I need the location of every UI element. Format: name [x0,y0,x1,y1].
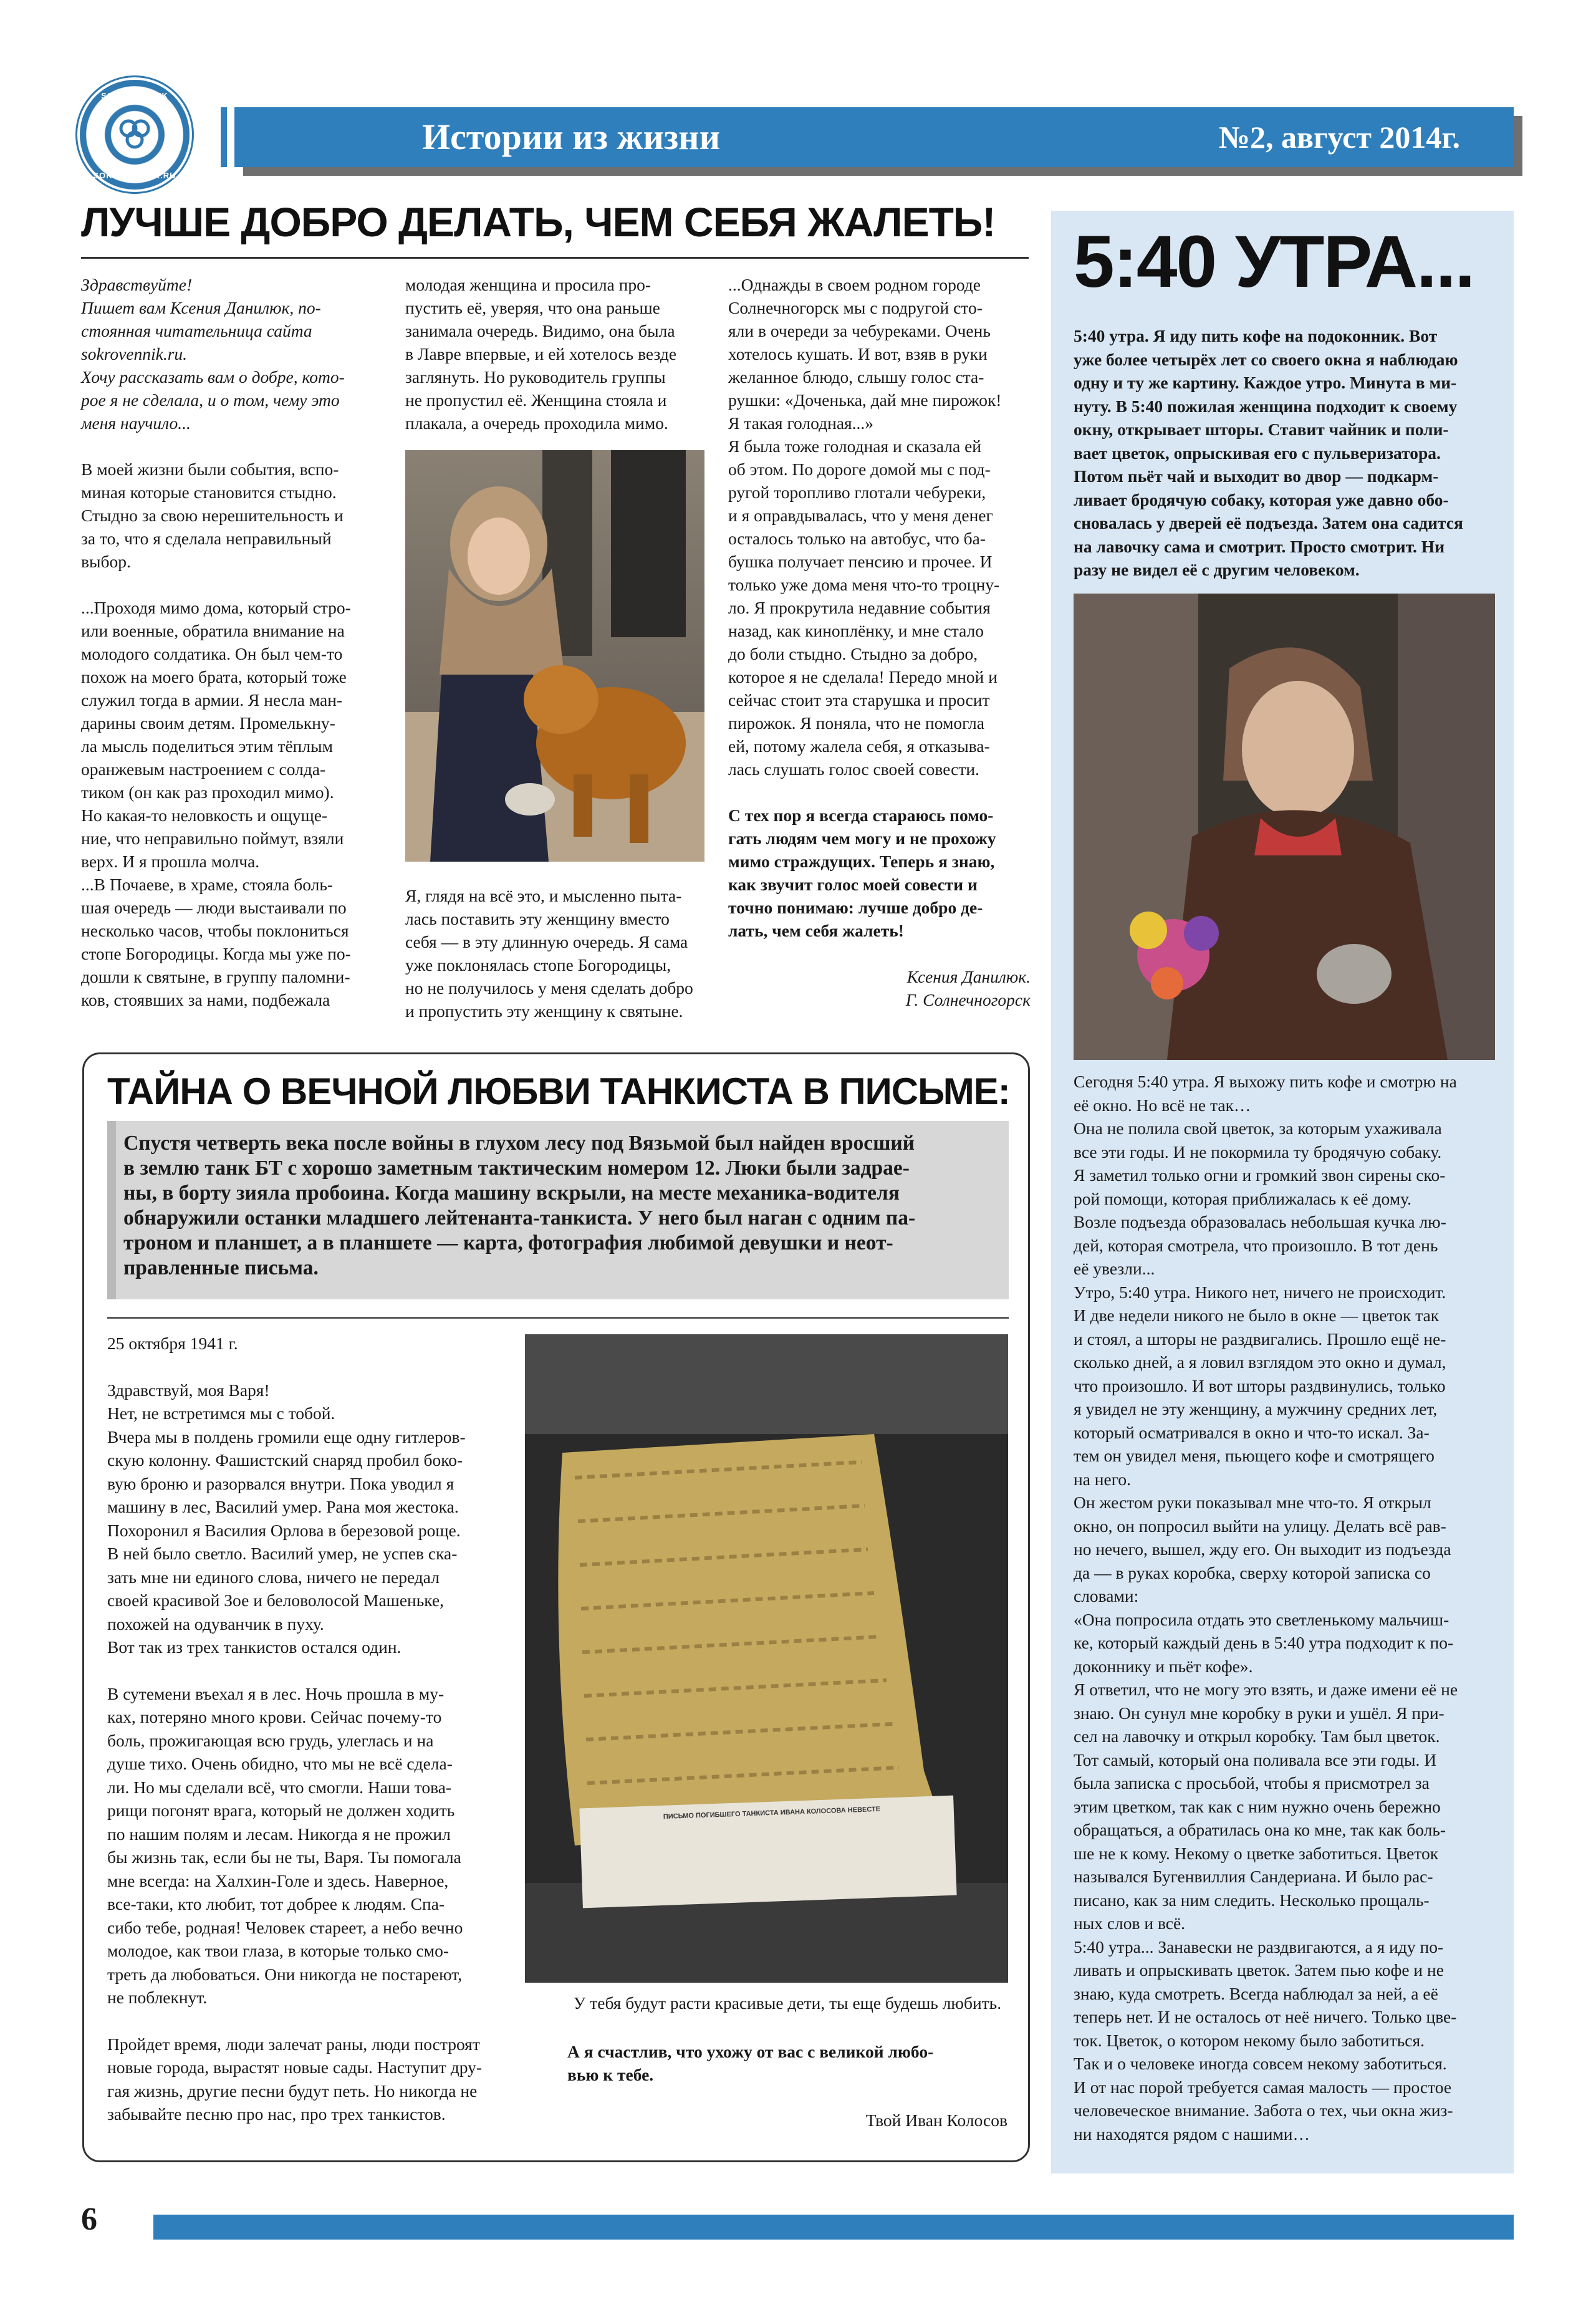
article1-paragraph [405,273,708,435]
text-line: ли. Но мы сделали всё, что смогли. Наши това- [107,1777,452,1797]
letter-signature: Твой Иван Колосов [865,2111,1007,2130]
text-line: ны, в борту зияла пробоина. Когда машину вскрыли, на месте механика-водителя [123,1182,900,1205]
text-line: меня научило... [81,413,191,433]
text-line: 5:40 утра... Занавески не раздвигаются, а я иду по- [1074,1937,1444,1957]
logo-text-top: SOKROVENNIK [101,91,168,100]
text-line: Сегодня 5:40 утра. Я выхожу пить кофе и смотрю на [1074,1072,1457,1091]
article1-column-3 [728,273,1031,1011]
article1-paragraph [81,458,383,573]
text-line: по нашим полям и лесам. Никогда я не прожил [107,1824,451,1844]
logo-text-bottom: SOKROVENNIK.RU [93,171,176,180]
text-line: Ксения Данилюк. [906,967,1031,986]
text-line: только уже дома меня что-то троцну- [728,575,1000,594]
text-line: Но какая-то неловкость и ощуще- [81,806,328,825]
text-line: Похоронил я Василия Орлова в березовой роще. [107,1520,461,1540]
text-line: обращаться, а обратилась она ко мне, так как боль- [1074,1820,1446,1839]
text-line: и я оправдывалась, что у меня денег [728,506,993,525]
text-line: тем он увидел меня, пьющего кофе и смотрящего [1074,1446,1435,1465]
photo-caption: У тебя будут расти красивые дети, ты еще будешь любить. [573,1993,1002,2013]
text-line: одну и ту же картину. Каждое утро. Минута в ми- [1074,373,1457,392]
text-line: стоянная читательница сайта [81,321,312,340]
sidebar-intro [1074,324,1493,582]
article2-rule [107,1317,1009,1319]
text-line: не пропустил её. Женщина стояла и [405,390,667,410]
text-line: все-таки, кто любит, тот добрее к людям. Спа- [107,1894,445,1913]
text-line: знаю, куда смотреть. Всегда наблюдал за ней, а её [1074,1983,1438,2003]
text-line: скую колонну. Фашистский снаряд пробил боко- [107,1450,463,1470]
text-line: в Лавре впервые, и ей хотелось везде [405,344,677,363]
article1-column-2-continued [405,884,708,1023]
text-line: за то, что я сделала неправильный [81,529,332,548]
text-line: ше не к кому. Некому о цветке заботиться. Цветок [1074,1843,1439,1863]
text-line: осталось только на автобус, что ба- [728,529,986,548]
text-line: яли в очереди за чебуреками. Очень [728,321,991,340]
text-line: стопе Богородицы. Когда мы уже по- [81,944,351,963]
text-line: мне всегда: на Халхин-Голе и здесь. Наверное, [107,1870,449,1890]
text-line: что произошло. И вот шторы раздвинулись, только [1074,1375,1446,1395]
text-line: окну, открывает шторы. Ставит чайник и поли- [1074,420,1449,439]
text-line: дошли к святыне, в группу паломни- [81,967,350,986]
text-line: ных слов и всё. [1074,1913,1186,1933]
text-line: А я счастлив, что ухожу от вас с великой любо- [567,2042,934,2061]
text-line: которое я не сделала! Передо мной и [728,667,998,686]
text-line: как звучит голос моей совести и [728,875,978,894]
text-line: ...В Почаеве, в храме, стояла боль- [81,875,334,894]
letter-plate-text: ПИСЬМО ПОГИБШЕГО ТАНКИСТА ИВАНА КОЛОСОВА НЕВЕСТЕ [663,1805,881,1821]
text-line: рое я не сделала, и о том, чему это [81,390,340,410]
text-line: сибо тебе, родная! Человек стареет, а небо вечно [107,1917,463,1937]
article1-conclusion [728,804,1031,942]
text-line: мимо страждущих. Теперь я знаю, [728,852,995,871]
text-line: на него. [1074,1469,1131,1489]
sidebar-title: 5:40 УТРА... [1074,221,1474,303]
text-line: Я ответил, что не могу это взять, и даже имени её не [1074,1680,1458,1699]
text-line: Нет, не встретимся мы с тобой. [107,1403,335,1423]
text-line: Я, глядя на всё это, и мысленно пыта- [405,886,682,905]
text-line: сел на лавочку и открыл коробку. Там был цветок. [1074,1726,1440,1746]
article1-title: ЛУЧШЕ ДОБРО ДЕЛАТЬ, ЧЕМ СЕБЯ ЖАЛЕТЬ! [81,199,996,245]
text-line: Тот самый, который она поливала все эти годы. И [1074,1750,1437,1769]
text-line: дей, которая смотрела, что произошло. В тот день [1074,1235,1438,1255]
letter-closing [567,2040,1007,2086]
text-line: знаю. Он сунул мне коробку в руки и ушёл. Я при- [1074,1703,1445,1723]
text-line: пирожок. Я поняла, что не помогла [728,713,984,733]
header-bar [234,107,1514,167]
text-line: душе тихо. Очень обидно, что мы не всё сдела- [107,1754,453,1773]
text-line: ков, стоявших за нами, подбежала [81,990,330,1009]
text-line: своей красивой Зое и беловолосой Машеньке, [107,1591,445,1610]
text-line: заглянуть. Но руководитель группы [405,367,666,387]
text-line: шая очередь — люди выстаивали по [81,898,347,917]
text-line: ла мысль поделиться этим тёплым [81,736,333,756]
text-line: забывайте песню про нас, про трех танкистов. [107,2104,446,2124]
text-line: похожей на одуванчик в пуху. [107,1614,324,1634]
text-line: была записка с просьбой, чтобы я присмотрел за [1074,1773,1430,1793]
page-number: 6 [81,2202,97,2237]
text-line: хотелось кушать. И вот, взяв в руки [728,344,988,363]
text-line: троном и планшет, а в планшете — карта, фотография любимой девушки и неот- [123,1231,893,1254]
text-line: Пишет вам Ксения Данилюк, по- [81,298,321,317]
text-line: Вчера мы в полдень громили еще одну гитлеров- [107,1427,466,1446]
text-line: гать людям чем могу и не прохожу [728,829,996,848]
text-line: вает цветок, опрыскивая его с пульверизатора. [1074,443,1441,463]
text-line: несколько часов, чтобы поклониться [81,921,349,940]
letter-date: 25 октября 1941 г. [107,1334,238,1353]
article2-title: ТАЙНА О ВЕЧНОЙ ЛЮБВИ ТАНКИСТА В ПИСЬМЕ: [107,1071,1010,1112]
text-line: или военные, обратила внимание на [81,621,345,640]
letter-paragraph [107,2033,506,2126]
text-line: её окно. Но всё не так… [1074,1095,1251,1115]
text-line: об этом. По дороге домой мы с под- [728,460,991,479]
text-line: доконнику и пьёт кофе». [1074,1656,1253,1676]
text-line: ей, потому жалела себя, я отказыва- [728,736,990,756]
text-line: Она не полила свой цветок, за которым ухаживала [1074,1119,1442,1138]
article1-signature [728,965,1031,1011]
text-line: Здравствуйте! [81,275,193,294]
text-line: но не получилось у меня сделать добро [405,978,693,998]
text-line: Здравствуй, моя Варя! [107,1380,270,1400]
article1-paragraph [728,273,1031,781]
text-line: в землю танк БТ с хорошо заметным тактическим номером 12. Люки были задрае- [123,1157,910,1180]
text-line: Потом пьёт чай и выходит во двор — подкарм- [1074,466,1439,486]
text-line: Вот так из трех танкистов остался один. [107,1637,401,1657]
text-line: её увезли... [1074,1259,1155,1278]
text-line: ке, который каждый день в 5:40 утра подходит к по- [1074,1633,1454,1652]
text-line: ливает бродячую собаку, которая уже давно обо- [1074,489,1449,509]
article1-paragraph [405,884,708,1023]
article1-intro [81,273,383,435]
article1-column-2 [405,273,708,435]
text-line: Я была тоже голодная и сказала ей [728,436,982,456]
text-line: Солнечногорск мы с подругой сто- [728,298,983,317]
text-line: сколько дней, а я ловил взглядом это окно и думал, [1074,1352,1446,1372]
text-line: окно, он попросил выйти на улицу. Делать всё рав- [1074,1516,1446,1536]
text-line: дарины своим детям. Промелькну- [81,713,335,733]
text-line: но нечего, вышел, жду его. Он выходит из подъезда [1074,1539,1451,1559]
letter-paragraph [107,1379,506,1659]
text-line: этим цветком, так как с ним нужно очень бережно [1074,1796,1441,1816]
text-line: лась поставить эту женщину вместо [405,909,670,928]
text-line: словами: [1074,1586,1139,1605]
text-line: человеческое внимание. Забота о тех, чьи окна жиз- [1074,2101,1453,2120]
text-line: И от нас порой требуется самая малость — простое [1074,2077,1452,2097]
text-line: нуту. В 5:40 пожилая женщина подходит к своему [1074,396,1458,416]
text-line: И две недели никого не было в окне — цветок так [1074,1306,1440,1325]
photo-girl-with-dog [405,450,704,862]
letter-paragraph [107,1682,506,2010]
text-line: Возле подъезда образовалась небольшая кучка лю- [1074,1212,1446,1231]
text-line: Стыдно за свою нерешительность и [81,506,344,525]
article2-letter-text [107,1332,506,2126]
photo-old-woman-with-flowers [1074,594,1495,1060]
text-line: назывался Бугенвиллия Сандериана. И было рас- [1074,1867,1433,1886]
text-line: уже более четырёх лет со своего окна я наблюдаю [1074,349,1458,369]
text-line: молодая женщина и просила про- [405,275,651,294]
text-line: ...Проходя мимо дома, который стро- [81,598,351,617]
text-line: ругой торопливо глотали чебуреки, [728,483,986,502]
sidebar-story [1074,1070,1495,2145]
text-line: зать мне ни единого слова, ничего не передал [107,1567,440,1587]
text-line: ни находятся рядом с нашими… [1074,2124,1310,2144]
text-line: ках, потеряно много крови. Сейчас почему-то [107,1707,442,1726]
text-line: который осматривался в окно и что-то искал. За- [1074,1422,1430,1442]
text-line: бушка получает пенсию и прочее. И [728,552,993,571]
text-line: Спустя четверть века после войны в глухом лесу под Вязьмой был найден вросший [123,1132,915,1155]
text-line: и стоял, а шторы не раздвигались. Прошло ещё не- [1074,1329,1446,1349]
text-line: В ней было светло. Василий умер, не успев ска- [107,1544,458,1563]
text-line: Г. Солнечногорск [905,990,1031,1009]
text-line: Пройдет время, люди залечат раны, люди построят [107,2034,480,2054]
text-line: вью к тебе. [567,2065,654,2084]
text-line: тиком (он как раз проходил мимо). [81,782,334,802]
text-line: Так и о человеке иногда совсем некому заботиться. [1074,2054,1447,2073]
logo-rings-icon [117,118,152,150]
magazine-logo [80,80,190,190]
text-line: лась слушать голос своей совести. [728,759,979,779]
article1-rule [81,257,1029,259]
text-line: «Она попросила отдать это светленькому мальчиш- [1074,1609,1449,1629]
text-line: боль, прожигающая всю грудь, улеглась и на [107,1730,434,1750]
footer-bar [153,2215,1514,2240]
text-line: ток. Цветок, о котором некому было заботиться. [1074,2030,1425,2050]
text-line: машину в лес, Василий умер. Рана моя жестока. [107,1497,459,1516]
text-line: похож на моего брата, который тоже [81,667,347,686]
article1-paragraph [81,596,383,1011]
text-line: плакала, а очередь проходила мимо. [405,413,668,433]
text-line: теперь нет. И не осталось от неё ничего. Только цве- [1074,2007,1457,2026]
text-line: лать, чем себя жалеть! [728,921,904,940]
text-line: себя — в эту длинную очередь. Я сама [405,932,688,951]
text-line: сновалась у дверей её подъезда. Затем она садится [1074,513,1463,532]
text-line: писано, как за ним следить. Несколько прощаль- [1074,1890,1430,1910]
text-line: занимала очередь. Видимо, она была [405,321,675,340]
text-line: Хочу рассказать вам о добре, кото- [81,367,345,387]
text-line: правленные письма. [123,1256,319,1279]
text-line: Я заметил только огни и громкий звон сирены ско- [1074,1165,1446,1185]
text-line: вую броню и разорвался внутри. Пока уводил я [107,1473,454,1493]
text-line: молодое, как твои глаза, в которые только смо- [107,1941,449,1960]
text-line: до боли стыдно. Стыдно за добро, [728,644,978,663]
text-line: В сутемени въехал я в лес. Ночь прошла в му- [107,1683,445,1703]
text-line: новые города, вырастят новые сады. Наступит дру- [107,2058,483,2077]
text-line: назад, как киноплёнку, и мне стало [728,621,984,640]
text-line: sokrovennik.ru. [81,344,188,363]
text-line: обнаружили останки младшего лейтенанта-танкиста. У него был наган с одним па- [123,1206,916,1230]
text-line: разу не видел её с другим человеком. [1074,560,1360,579]
text-line: на лавочку сама и смотрит. Просто смотрит. Ни [1074,536,1445,556]
text-line: не поблекнут. [107,1988,208,2007]
text-line: желанное блюдо, слышу голос ста- [728,367,984,387]
text-line: сейчас стоит эта старушка и просит [728,690,990,710]
text-line: Я такая голодная...» [728,413,874,433]
photo-old-letter [525,1334,1008,1983]
text-line: С тех пор я всегда стараюсь помо- [728,806,994,825]
text-line: треть да любоваться. Они никогда не постареют, [107,1964,463,1984]
section-title: Истории из жизни [421,117,721,157]
text-line: и пропустить эту женщину к святыне. [405,1001,683,1021]
text-line: 5:40 утра. Я иду пить кофе на подоконник. Вот [1074,326,1438,345]
text-line: В моей жизни были события, вспо- [81,460,339,479]
text-line: выбор. [81,552,131,571]
text-line: миная которые становится стыдно. [81,483,337,502]
article2-lead [107,1121,1009,1299]
text-line: уже поклонялась стопе Богородицы, [405,955,671,975]
text-line: Утро, 5:40 утра. Никого нет, ничего не происходит. [1074,1282,1446,1302]
text-line: рой помощи, которая приближалась к её дому. [1074,1188,1412,1208]
text-line: точно понимаю: лучше добро де- [728,898,983,917]
text-line: служил тогда в армии. Я несла ман- [81,690,343,710]
text-line: верх. И я прошла молча. [81,852,260,871]
text-line: ливать и опрыскивать цветок. Затем пью кофе и не [1074,1960,1444,1980]
text-line: молодого солдатика. Он был чем-то [81,644,343,663]
text-line: ...Однажды в своем родном городе [728,275,981,294]
text-line: рищи погонят врага, который не должен ходить [107,1801,455,1820]
text-line: ло. Я прокрутила недавние события [728,598,991,617]
text-line: ние, что неправильно поймут, взяли [81,829,344,848]
text-line: пустить её, уверяя, что она раньше [405,298,660,317]
text-line: я увидел не эту женщину, а мужчину средних лет, [1074,1399,1438,1418]
article1-column-1 [81,273,383,1011]
text-line: рушки: «Доченька, дай мне пирожок! [728,390,1002,410]
text-line: Он жестом руки показывал мне что-то. Я открыл [1074,1493,1431,1512]
article2-lead-bar [107,1121,116,1299]
issue-label: №2, август 2014г. [1218,120,1460,155]
text-line: бы жизнь так, если бы не ты, Варя. Ты помогала [107,1847,461,1867]
text-line: оранжевым настроением с солда- [81,759,326,779]
text-line: все эти годы. И не покормила ту бродячую собаку. [1074,1142,1442,1162]
text-line: да — в руках коробка, сверху которой записка со [1074,1562,1431,1582]
text-line: гая жизнь, другие песни будут петь. Но никогда не [107,2081,478,2101]
